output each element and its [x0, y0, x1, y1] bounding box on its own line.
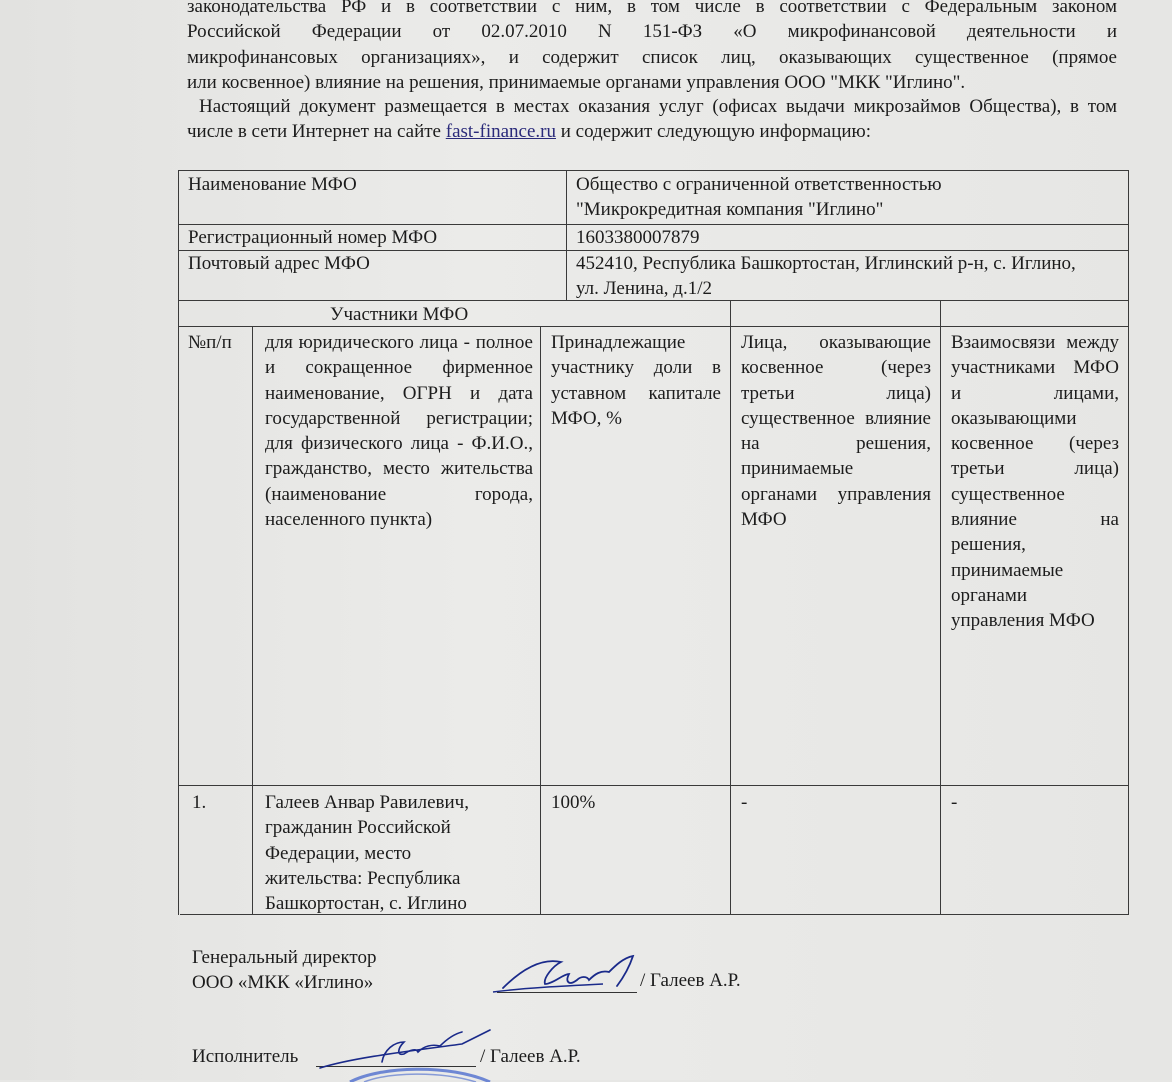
header-participant-info: для юридического лица - полное и сокращенное фирменное наименование, ОГРН и дата государственной регистрации; для физического лица - Ф.И.О., гражданство, место жительства (наименование города, населенного пункта): [265, 332, 533, 531]
reg-number-value: 1603380007879: [576, 227, 700, 248]
reg-number-label: Регистрационный номер МФО: [188, 227, 438, 248]
row-num: 1.: [192, 792, 207, 813]
row-indirect: -: [741, 792, 748, 813]
executor-name: / Галеев А.Р.: [480, 1046, 581, 1067]
director-title: Генеральный директор: [192, 947, 377, 968]
postal-address-value: 452410, Республика Башкортостан, Иглинский р-н, с. Иглино, ул. Ленина, д.1/2: [576, 253, 1076, 300]
director-signature: [483, 948, 643, 998]
intro-p2-start: Настоящий документ размещается в местах оказания услуг (офисах выдачи микрозаймов Общества), в том числе в сети Интернет на сайте: [187, 96, 1117, 143]
website-link[interactable]: fast-finance.ru: [445, 121, 556, 143]
header-share: Принадлежащие участнику доли в уставном капитале МФО, %: [551, 332, 721, 429]
header-relations: Взаимосвязи между участниками МФО и лицами, оказывающими косвенное (через третьи лица) существенное влияние на решения, принимаемые органами управления МФО: [951, 332, 1119, 632]
header-num: №п/п: [188, 332, 232, 353]
intro-line-2: Российской Федерации от 02.07.2010 N 151-ФЗ «О микрофинансовой деятельности и: [187, 21, 1117, 43]
intro-p2-end: и содержит следующую информацию:: [560, 121, 872, 143]
mfo-name-value: Общество с ограниченной ответственностью "Микрокредитная компания "Иглино": [576, 174, 942, 221]
intro-line-3: микрофинансовых организациях», и содержит список лиц, оказывающих существенное (прямое: [187, 46, 1117, 68]
postal-address-label: Почтовый адрес МФО: [188, 253, 370, 274]
row-share: 100%: [551, 792, 596, 813]
mfo-name-label: Наименование МФО: [188, 174, 357, 195]
executor-label: Исполнитель: [192, 1046, 299, 1067]
participants-section-title: Участники МФО: [330, 304, 469, 325]
company-stamp: [340, 1062, 500, 1082]
intro-line-4: или косвенное) влияние на решения, принимаемые органами управления ООО "МКК "Иглино".: [187, 71, 966, 93]
director-name: / Галеев А.Р.: [640, 970, 741, 991]
intro-paragraph-1: [187, 0, 1117, 95]
company-name: ООО «МКК «Иглино»: [192, 972, 374, 993]
row-relations: -: [951, 792, 958, 813]
intro-line-1: законодательства РФ и в соответствии с ним, в том числе в соответствии с Федеральным законом: [187, 0, 1117, 17]
header-indirect-influence: Лица, оказывающие косвенное (через третьи лица) существенное влияние на решения, принимаемые органами управления МФО: [741, 332, 931, 531]
intro-paragraph-2: [187, 94, 1117, 145]
row-participant-name: Галеев Анвар Равилевич, гражданин Российской Федерации, место жительства: Республика Башкортостан, с. Иглино: [265, 792, 469, 915]
